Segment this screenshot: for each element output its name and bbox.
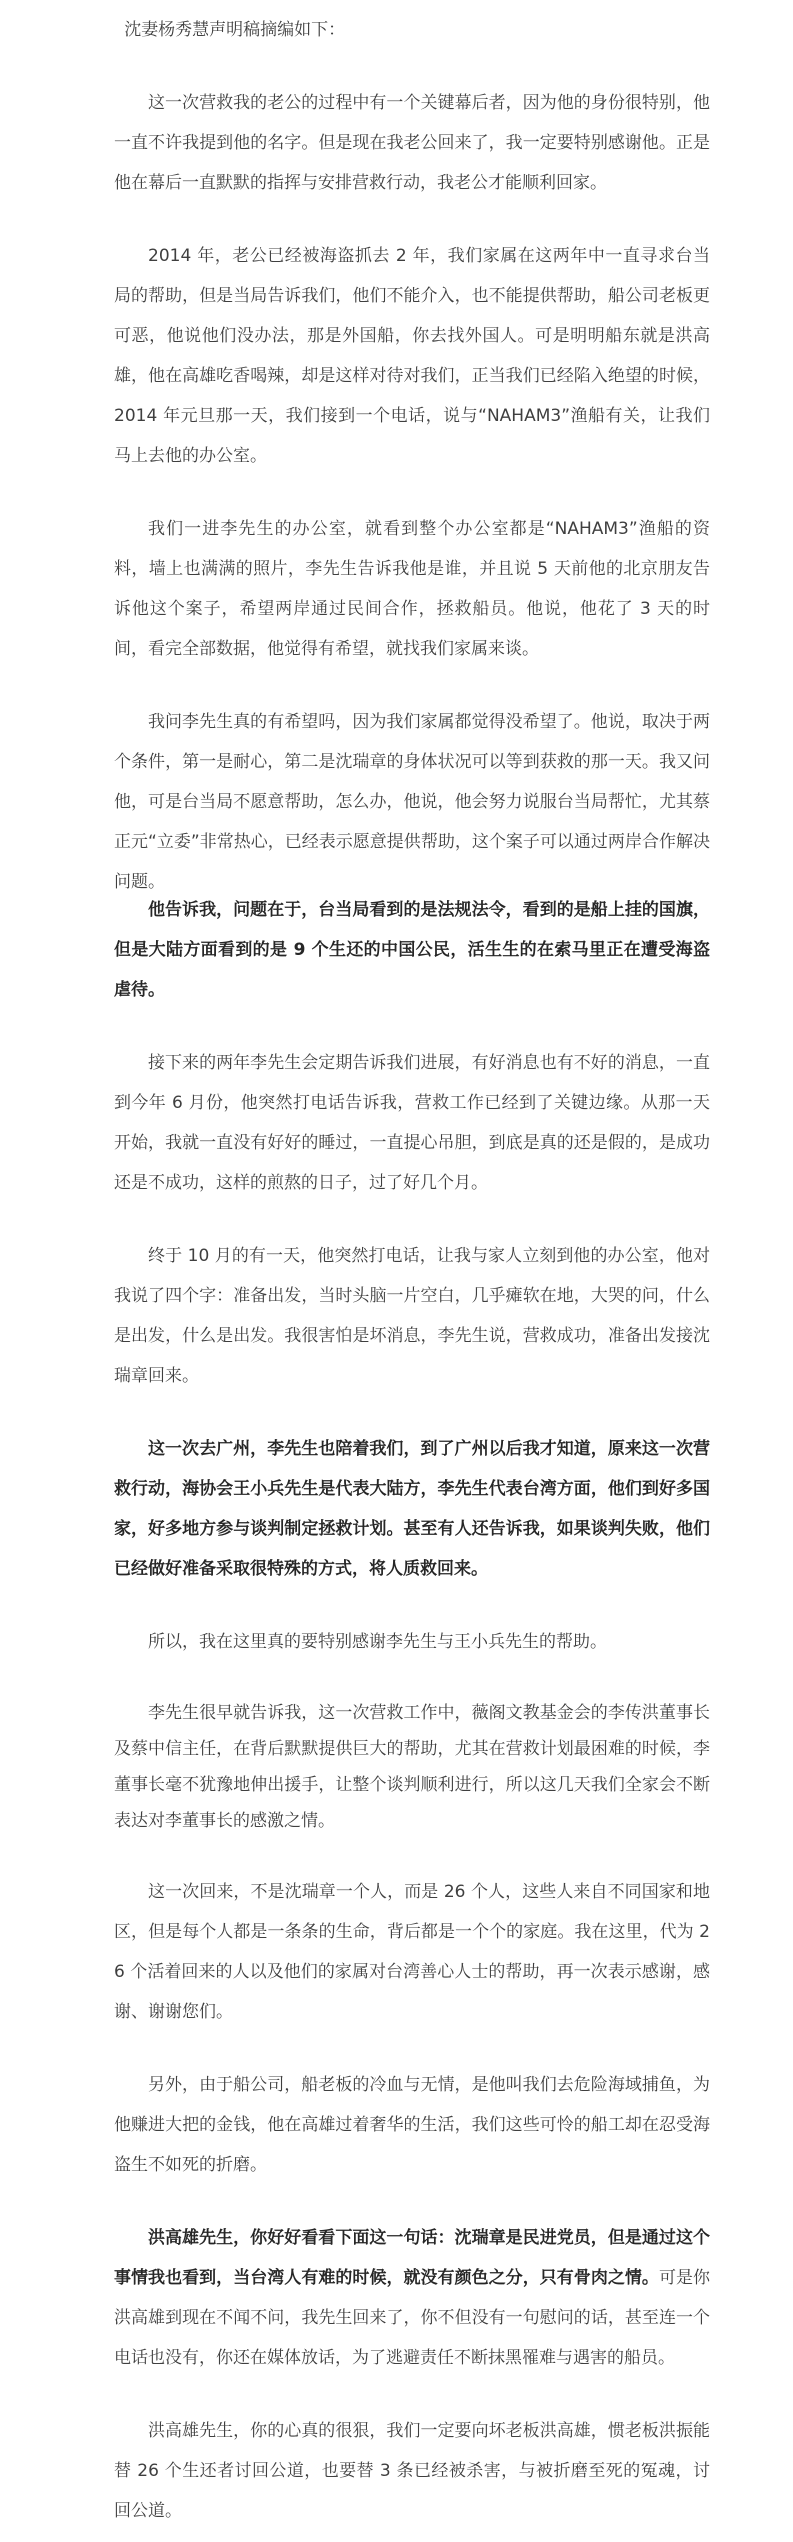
- text-run: 这一次回来，不是沈瑞章一个人，而是 26 个人，这些人来自不同国家和地区，但是每个人都是一条条的生命，背后都是一个个的家庭。我在这里，代为 26 个活着回来的人以及他们的家属对台湾善心人士的帮助，再一次表示感谢，感谢、谢谢您们。: [114, 1882, 710, 2022]
- paragraph: [114, 1429, 710, 1589]
- paragraph: [114, 1695, 710, 1839]
- text-run: 这一次营救我的老公的过程中有一个关键幕后者，因为他的身份很特别，他一直不许我提到他的名字。但是现在我老公回来了，我一定要特别感谢他。正是他在幕后一直默默的指挥与安排营救行动，我老公才能顺利回家。: [114, 93, 710, 193]
- text-run: 接下来的两年李先生会定期告诉我们进展，有好消息也有不好的消息，一直到今年 6 月份，他突然打电话告诉我，营救工作已经到了关键边缘。从那一天开始，我就一直没有好好的睡过，一直提心吊胆，到底是真的还是假的，是成功还是不成功，这样的煎熬的日子，过了好几个月。: [114, 1053, 710, 1193]
- text-run: 李先生很早就告诉我，这一次营救工作中，薇阁文教基金会的李传洪董事长及蔡中信主任，在背后默默提供巨大的帮助，尤其在营救计划最困难的时候，李董事长毫不犹豫地伸出援手，让整个谈判顺利进行，所以这几天我们全家会不断表达对李董事长的感激之情。: [114, 1703, 710, 1831]
- paragraph: [114, 1872, 710, 2032]
- paragraph: [114, 236, 710, 476]
- text-run: 我问李先生真的有希望吗，因为我们家属都觉得没希望了。他说，取决于两个条件，第一是耐心，第二是沈瑞章的身体状况可以等到获救的那一天。我又问他，可是台当局不愿意帮助，怎么办，他说，他会努力说服台当局帮忙，尤其蔡正元“立委”非常热心，已经表示愿意提供帮助，这个案子可以通过两岸合作解决问题。: [114, 712, 710, 892]
- text-run: 洪高雄先生，你的心真的很狠，我们一定要向坏老板洪高雄，惯老板洪振能替 26 个生还者讨回公道，也要替 3 条已经被杀害，与被折磨至死的冤魂，讨回公道。: [114, 2421, 710, 2521]
- text-run: 2014 年，老公已经被海盗抓去 2 年，我们家属在这两年中一直寻求台当局的帮助，但是当局告诉我们，他们不能介入，也不能提供帮助，船公司老板更可恶，他说他们没办法，那是外国船，你去找外国人。可是明明船东就是洪高雄，他在高雄吃香喝辣，却是这样对待对我们，正当我们已经陷入绝望的时候，2014 年元旦那一天，我们接到一个电话，说与“NAHAM3”渔船有关，让我们马上去他的办公室。: [114, 246, 710, 466]
- paragraph: [114, 509, 710, 669]
- paragraph: [114, 2411, 710, 2531]
- paragraph: [114, 2218, 710, 2378]
- paragraph: [114, 2065, 710, 2185]
- bold-text-run: 这一次去广州，李先生也陪着我们，到了广州以后我才知道，原来这一次营救行动，海协会王小兵先生是代表大陆方，李先生代表台湾方面，他们到好多国家，好多地方参与谈判制定拯救计划。甚至有人还告诉我，如果谈判失败，他们已经做好准备采取很特殊的方式，将人质救回来。: [114, 1439, 710, 1579]
- text-run: 另外，由于船公司，船老板的冷血与无情，是他叫我们去危险海域捕鱼，为他赚进大把的金钱，他在高雄过着奢华的生活，我们这些可怜的船工却在忍受海盗生不如死的折磨。: [114, 2075, 710, 2175]
- paragraph: [114, 702, 710, 902]
- text-run: 所以，我在这里真的要特别感谢李先生与王小兵先生的帮助。: [148, 1632, 607, 1652]
- paragraph: [114, 1043, 710, 1203]
- text-run: 终于 10 月的有一天，他突然打电话，让我与家人立刻到他的办公室，他对我说了四个字：准备出发，当时头脑一片空白，几乎瘫软在地，大哭的问，什么是出发，什么是出发。我很害怕是坏消息，李先生说，营救成功，准备出发接沈瑞章回来。: [114, 1246, 710, 1386]
- document-paragraphs: [114, 83, 710, 2531]
- paragraph: [114, 890, 710, 1010]
- paragraph: [114, 1622, 710, 1662]
- paragraph: [114, 1236, 710, 1396]
- bold-text-run: 他告诉我，问题在于，台当局看到的是法规法令，看到的是船上挂的国旗，但是大陆方面看到的是 9 个生还的中国公民，活生生的在索马里正在遭受海盗虐待。: [114, 900, 710, 1000]
- text-run: 可是你洪高雄到现在不闻不问，我先生回来了，你不但没有一句慰问的话，甚至连一个电话也没有，你还在媒体放话，为了逃避责任不断抹黑罹难与遇害的船员。: [114, 2268, 711, 2368]
- text-run: 我们一进李先生的办公室，就看到整个办公室都是“NAHAM3”渔船的资料，墙上也满满的照片，李先生告诉我他是谁，并且说 5 天前他的北京朋友告诉他这个案子，希望两岸通过民间合作，拯救船员。他说，他花了 3 天的时间，看完全部数据，他觉得有希望，就找我们家属来谈。: [114, 519, 710, 659]
- bold-text-run: 洪高雄先生，你好好看看下面这一句话：沈瑞章是民进党员，但是通过这个事情我也看到，当台湾人有难的时候，就没有颜色之分，只有骨肉之情。: [114, 2228, 710, 2288]
- paragraph: [114, 83, 710, 203]
- document-title: 沈妻杨秀慧声明稿摘编如下：: [124, 20, 346, 40]
